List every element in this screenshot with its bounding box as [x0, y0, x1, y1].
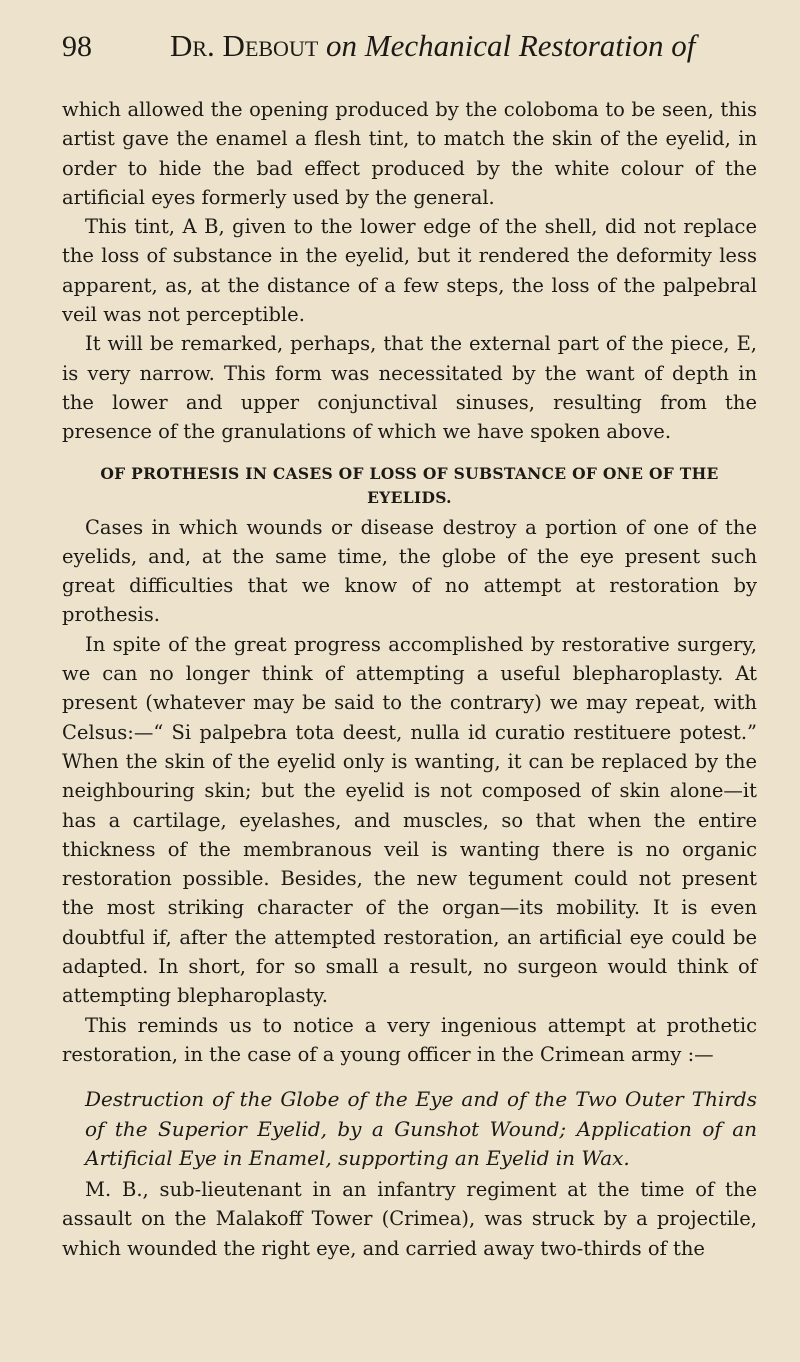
paragraph: It will be remarked, perhaps, that the external part of the piece, E, is very narrow. This form was necessitated by the want of depth in the lower and upper conjunctival sinuses, resulting from the presence of the granulations of which we have spoken above.	[62, 332, 757, 444]
running-head	[0, 28, 800, 68]
paragraph: In spite of the great progress accomplished by restorative surgery, we can no longer think of attempting a useful blepharoplasty. At present (whatever may be said to the contrary) we may repeat, with Celsus:—“ Si palpebra tota deest, nulla id curatio restituere potest.” When the skin of the eyelid only is wanting, it can be replaced by the neighbouring skin; but the eyelid is not composed of skin alone—it has a cartilage, eyelashes, and muscles, so that when the entire thickness of the membranous veil is wanting there is no organic restoration possible. Besides, the new tegument could not present the most striking character of the organ—its mobility. It is even doubtful if, after the attempted restoration, an artificial eye could be adapted. In short, for so small a result, no surgeon would think of attempting blepharoplasty.	[62, 632, 757, 1008]
running-title	[170, 30, 695, 62]
paragraph-continued: which allowed the opening produced by the coloboma to be seen, this artist gave the enamel a flesh tint, to match the skin of the eyelid, in order to hide the bad effect produced by the white colour of the artificial eyes formerly used by the general.	[62, 98, 757, 209]
section-heading: OF PROTHESIS IN CASES OF LOSS OF SUBSTANCE OF ONE OF THE EYELIDS.	[100, 463, 719, 507]
case-title: Destruction of the Globe of the Eye and of the Two Outer Thirds of the Superior Eyelid, by a Gunshot Wound; Application of an Artificial Eye in Enamel, supporting an Eyelid in Wax.	[85, 1087, 757, 1170]
paragraph: This tint, A B, given to the lower edge of the shell, did not replace the loss of substance in the eyelid, but it rendered the deformity less apparent, as, at the distance of a few steps, the loss of the palpebral veil was not perceptible.	[62, 215, 757, 327]
paragraph: Cases in which wounds or disease destroy a portion of one of the eyelids, and, at the same time, the globe of the eye present such great difficulties that we know of no attempt at restoration by prothesis.	[62, 515, 757, 627]
paragraph: M. B., sub-lieutenant in an infantry regiment at the time of the assault on the Malakoff Tower (Crimea), was struck by a projectile, which wounded the right eye, and carried away two-thirds of the	[62, 1178, 757, 1260]
running-title-author: Dr. Debout	[170, 28, 319, 63]
body-text	[62, 95, 757, 1263]
page-number: 98	[62, 30, 92, 63]
paragraph: This reminds us to notice a very ingenious attempt at prothetic restoration, in the case of a young officer in the Crimean army :—	[62, 1013, 757, 1066]
running-title-subject: on Mechanical Restoration of	[326, 28, 696, 63]
